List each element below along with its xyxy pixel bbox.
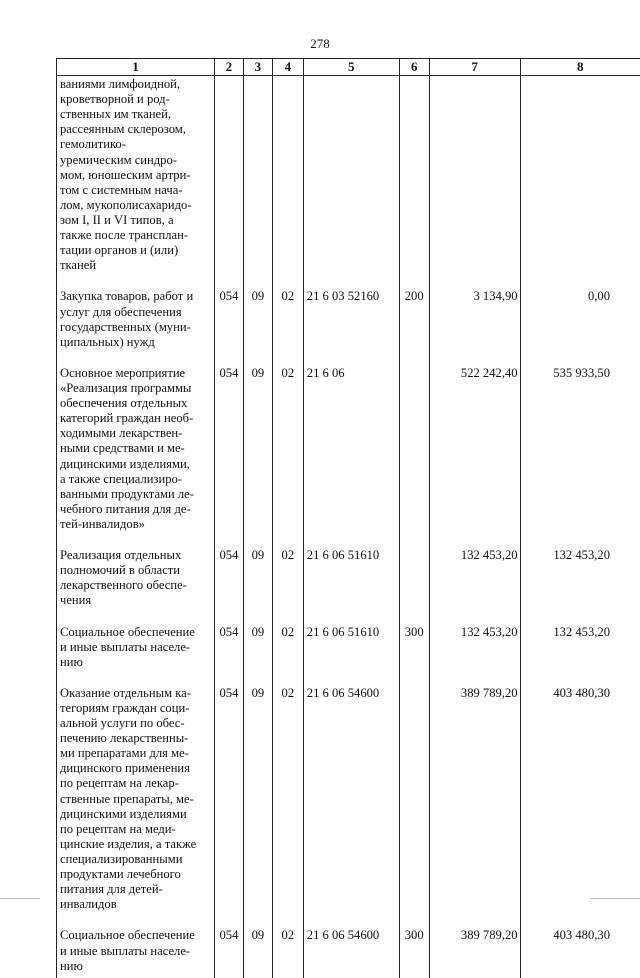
header-col-1: 1: [57, 59, 215, 76]
cell-subsection: [272, 76, 303, 290]
cell-subsection: 02: [272, 928, 303, 977]
header-col-7: 7: [429, 59, 520, 76]
cell-amount-col8: 535 933,50: [520, 366, 640, 548]
cell-ministry-code: 054: [214, 928, 243, 977]
header-col-3: 3: [243, 59, 272, 76]
table-row: [57, 928, 640, 977]
cell-target-article: 21 6 06 54600: [303, 928, 399, 977]
table-row: [57, 366, 640, 548]
cell-amount-col8: 403 480,30: [520, 928, 640, 977]
cell-amount-col8: 132 453,20: [520, 548, 640, 624]
cell-subsection: 02: [272, 548, 303, 624]
table-row: [57, 686, 640, 929]
cell-subsection: 02: [272, 625, 303, 686]
cell-target-article: 21 6 06 54600: [303, 686, 399, 929]
cell-target-article: 21 6 06 51610: [303, 625, 399, 686]
cell-section: 09: [243, 289, 272, 365]
cell-ministry-code: 054: [214, 366, 243, 548]
cell-amount-col7: 522 242,40: [429, 366, 520, 548]
header-col-8: 8: [520, 59, 640, 76]
cell-subsection: 02: [272, 686, 303, 929]
table-row: [57, 289, 640, 365]
table-row: [57, 548, 640, 624]
cell-subsection: 02: [272, 289, 303, 365]
table-header-row: [57, 59, 640, 76]
cell-amount-col7: 132 453,20: [429, 548, 520, 624]
cell-expense-type: 200: [399, 289, 429, 365]
budget-table: [56, 58, 640, 978]
cell-section: 09: [243, 548, 272, 624]
scan-edge-mark: [0, 898, 40, 899]
cell-expense-type: [399, 366, 429, 548]
cell-amount-col7: 132 453,20: [429, 625, 520, 686]
row-name: Закупка товаров, работ и услуг для обеспечения государственных (муни- ципальных) нужд: [57, 289, 215, 365]
cell-expense-type: 300: [399, 928, 429, 977]
cell-amount-col8: [520, 76, 640, 290]
cell-ministry-code: 054: [214, 686, 243, 929]
row-name: Социальное обеспечение и иные выплаты населе- нию: [57, 928, 215, 977]
cell-subsection: 02: [272, 366, 303, 548]
cell-expense-type: 300: [399, 625, 429, 686]
row-name: Оказание отдельным ка- тегориям граждан соци- альной услуги по обес- печению лекарственны- ми препаратами для ме- дицинского применения по рецептам на лекар- ственные препараты, ме- дицинскими изделиями по рецептам на меди- цинские изделия, а также специализированными продуктами лечебного питания для детей- инвалидов: [57, 686, 215, 929]
cell-amount-col8: 403 480,30: [520, 686, 640, 929]
cell-amount-col7: 389 789,20: [429, 928, 520, 977]
cell-ministry-code: 054: [214, 289, 243, 365]
cell-ministry-code: 054: [214, 625, 243, 686]
cell-amount-col8: 0,00: [520, 289, 640, 365]
table-row: [57, 625, 640, 686]
cell-expense-type: [399, 548, 429, 624]
cell-section: 09: [243, 928, 272, 977]
cell-ministry-code: 054: [214, 548, 243, 624]
cell-target-article: 21 6 06: [303, 366, 399, 548]
cell-ministry-code: [214, 76, 243, 290]
cell-section: 09: [243, 625, 272, 686]
header-col-2: 2: [214, 59, 243, 76]
table-row: [57, 76, 640, 290]
row-name: ваниями лимфоидной, кроветворной и род- ственных им тканей, рассеянным склерозом, гемолитико- уремическим синдро- мом, юношеским артри- том с системным нача- лом, мукополисахаридо- зом I, II и VI типов, а также после трансплан- тации органов и (или) тканей: [57, 76, 215, 290]
cell-section: 09: [243, 686, 272, 929]
cell-target-article: 21 6 03 52160: [303, 289, 399, 365]
row-name: Социальное обеспечение и иные выплаты населе- нию: [57, 625, 215, 686]
cell-target-article: 21 6 06 51610: [303, 548, 399, 624]
row-name: Реализация отдельных полномочий в области лекарственного обеспе- чения: [57, 548, 215, 624]
cell-amount-col7: 389 789,20: [429, 686, 520, 929]
header-col-4: 4: [272, 59, 303, 76]
cell-expense-type: [399, 686, 429, 929]
cell-target-article: [303, 76, 399, 290]
cell-amount-col8: 132 453,20: [520, 625, 640, 686]
cell-amount-col7: 3 134,90: [429, 289, 520, 365]
cell-section: 09: [243, 366, 272, 548]
cell-expense-type: [399, 76, 429, 290]
cell-amount-col7: [429, 76, 520, 290]
cell-section: [243, 76, 272, 290]
header-col-6: 6: [399, 59, 429, 76]
header-col-5: 5: [303, 59, 399, 76]
page-number: 278: [0, 36, 640, 52]
scan-edge-mark: [590, 898, 640, 899]
row-name: Основное мероприятие «Реализация программы обеспечения отдельных категорий граждан необ- ходимыми лекарствен- ными средствами и ме- дицинскими изделиями, а также специализиро- ванными продуктами ле- чебного питания для де- тей-инвалидов»: [57, 366, 215, 548]
